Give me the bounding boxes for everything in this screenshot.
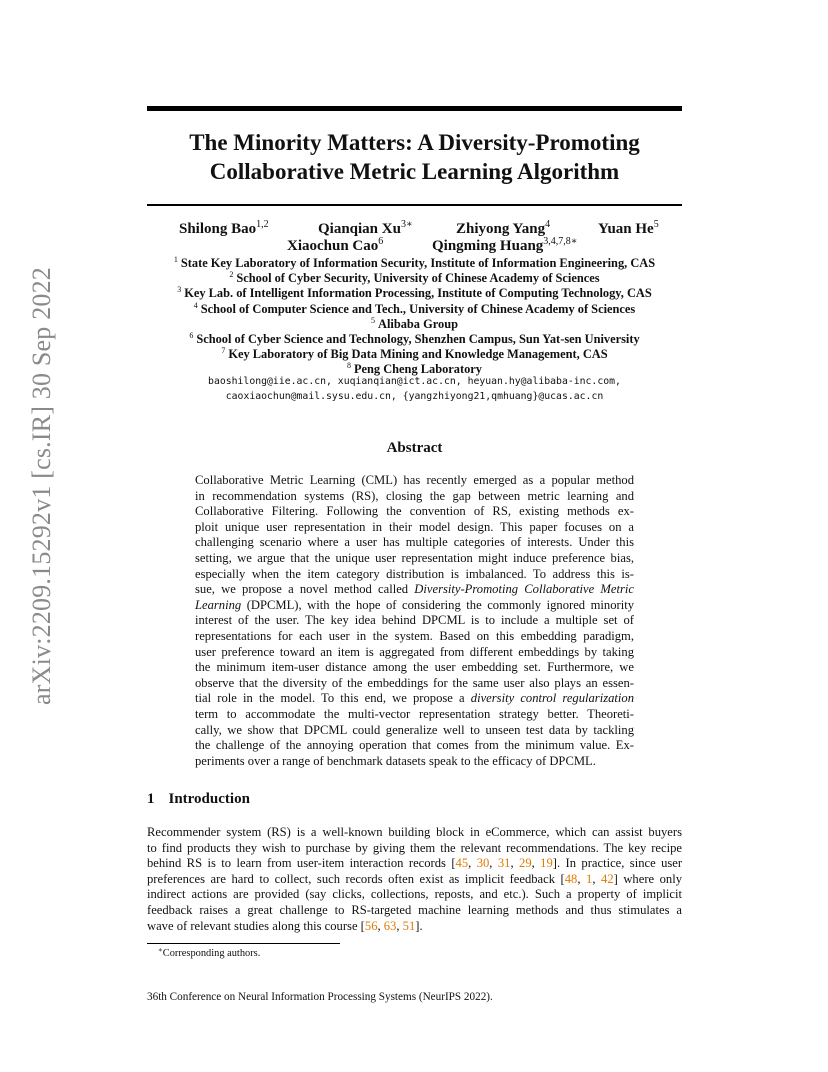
title-rule-bottom: [147, 204, 682, 206]
abstract-line: Collaborative Filtering. Following the convention of RS, existing methods ex-: [195, 504, 634, 519]
section-heading-introduction: 1 Introduction: [147, 791, 250, 807]
regularization-italic: diversity control regularization: [470, 691, 634, 706]
email-line-2: caoxiaochun@mail.sysu.edu.cn, {yangzhiyong21,qmhuang}@ucas.ac.cn: [225, 391, 604, 402]
arxiv-stamp: [22, 267, 62, 705]
intro-line: indirect actions are provided (say clicks, collections, reposts, and etc.). Such a property of implicit: [147, 887, 682, 902]
abstract-line: challenging scenario where a user has multiple categories of interests. Under this: [195, 535, 634, 550]
affiliation-8: $^8$ Peng Cheng Laboratory: [346, 361, 483, 377]
venue-footer: 36th Conference on Neural Information Processing Systems (NeurIPS 2022).: [147, 991, 493, 1003]
citation-link[interactable]: 1: [586, 871, 593, 886]
affiliation-4: $^4$ School of Computer Science and Tech., University of Chinese Academy of Sciences: [193, 300, 636, 316]
affiliation-3: $^3$ Key Lab. of Intelligent Information Processing, Institute of Computing Technology, CAS: [177, 285, 652, 301]
abstract-line: the minimum item-user distance among the user embedding set. Furthermore, we: [195, 660, 634, 675]
author-2: Qianqian $Xu^{3∗}$: [318, 219, 413, 237]
abstract-line: Learning (DPCML), with the hope of considering the commonly ignored minority: [195, 597, 634, 612]
citation-link[interactable]: 45: [455, 856, 469, 871]
author-4: Yuan He$^5$: [598, 219, 659, 237]
abstract-line: setting, we argue that the unique user representation might induce preference bias,: [195, 550, 634, 565]
introduction-body: [147, 825, 682, 934]
arxiv-stamp-text: arXiv:2209.15292v1 [cs.IR] 30 Sep 2022: [27, 267, 56, 705]
abstract-line: representations for each user in the system. Based on this embedding paradigm,: [195, 628, 634, 643]
paper-title: [147, 128, 682, 186]
affiliation-1: $^1$ State Key Laboratory of Information Security, Institute of Information Engineering, CAS: [173, 255, 656, 270]
author-1: Shilong Bao$^{1,2}$: [179, 219, 269, 237]
affiliation-7: $^7$ Key Laboratory of Big Data Mining and Knowledge Management, CAS: [221, 346, 608, 362]
intro-line: behind RS is to learn from user-item interaction records [45, 30, 31, 29, 19]. In practice, since user: [147, 856, 683, 871]
citation-link[interactable]: 31: [497, 856, 511, 871]
abstract-line: periments over a range of benchmark datasets speak to the efficacy of DPCML.: [195, 753, 596, 768]
abstract-line: interest of the user. The key idea behind DPCML is to include a multiple set of: [195, 613, 634, 628]
affiliations: [147, 256, 682, 378]
abstract-line: sue, we propose a novel method called Diversity-Promoting Collaborative Metric: [195, 582, 634, 597]
abstract-heading: Abstract: [386, 440, 443, 456]
abstract-line: Collaborative Metric Learning (CML) has recently emerged as a popular method: [195, 473, 634, 487]
affiliation-5: $^5$ Alibaba Group: [371, 315, 458, 331]
affiliation-6: $^6$ School of Cyber Science and Technology, Shenzhen Campus, Sun Yat-sen University: [189, 331, 640, 347]
author-5: Xiaochun Cao$^6$: [287, 236, 384, 254]
email-line-1: baoshilong@iie.ac.cn, xuqianqian@ict.ac.cn, heyuan.hy@alibaba-inc.com,: [208, 376, 621, 387]
citation-link[interactable]: 30: [476, 856, 490, 871]
abstract-line: the challenge of the annoying operation that comes from the minimum value. Ex-: [195, 738, 634, 753]
citation-link[interactable]: 19: [540, 856, 553, 871]
abstract-line: term to accommodate the multi-vector representation strategy better. Theoreti-: [195, 706, 634, 721]
title-line-2: Collaborative Metric Learning Algorithm: [209, 159, 620, 184]
author-3: Zhiyong Yang$^4$: [456, 219, 551, 237]
abstract-line: ploit unique user representation in their model design. This paper focuses on a: [195, 519, 634, 534]
abstract-line: tial role in the model. To this end, we propose a diversity control regularization: [195, 691, 634, 706]
abstract-line: especially when the item category distribution is imbalanced. To address this is-: [195, 566, 634, 581]
title-rule-top: [147, 106, 682, 111]
title-line-1: The Minority Matters: A Diversity-Promoting: [189, 130, 640, 155]
abstract-line: observe that the diversity of the embeddings for the same user also plays an essen-: [195, 675, 634, 690]
citation-link[interactable]: 42: [601, 871, 614, 886]
intro-line: to find products they wish to purchase by giving them the relevant recommendations. The key recipe: [147, 840, 682, 855]
abstract-line: in recommendation systems (RS), closing the gap between metric learning and: [195, 488, 634, 503]
intro-line: wave of relevant studies along this course [56, 63, 51].: [147, 918, 423, 933]
method-name-italic-2: Learning: [195, 597, 242, 612]
citation-link[interactable]: 51: [402, 918, 416, 933]
intro-line: Recommender system (RS) is a well-known building block in eCommerce, which can assist buyers: [147, 825, 682, 839]
intro-line: preferences are hard to collect, such records often exist as implicit feedback [48, 1, 42] where only: [147, 871, 683, 886]
intro-line: feedback raises a great challenge to RS-targeted machine learning methods and thus stimulates a: [147, 902, 682, 917]
citation-link[interactable]: 63: [383, 918, 397, 933]
affiliation-2: $^2$ School of Cyber Security, University of Chinese Academy of Sciences: [229, 270, 600, 286]
abstract-line: cally, we show that DPCML could generalize well to unseen test data by tackling: [195, 722, 634, 737]
abstract-line: user preference toward an item is aggregated from different embeddings by taking: [195, 644, 634, 659]
citation-link[interactable]: 56: [364, 918, 378, 933]
footnote: ∗Corresponding authors.: [158, 946, 261, 959]
author-emails: [147, 374, 682, 404]
author-6: Qingming Huang$^{3,4,7,8∗}$: [432, 236, 578, 254]
abstract-body: [195, 473, 634, 769]
citation-link[interactable]: 48: [564, 871, 578, 886]
footnote-rule: [147, 943, 340, 944]
method-name-italic: Diversity-Promoting Collaborative Metric: [414, 582, 634, 597]
citation-link[interactable]: 29: [519, 856, 532, 871]
